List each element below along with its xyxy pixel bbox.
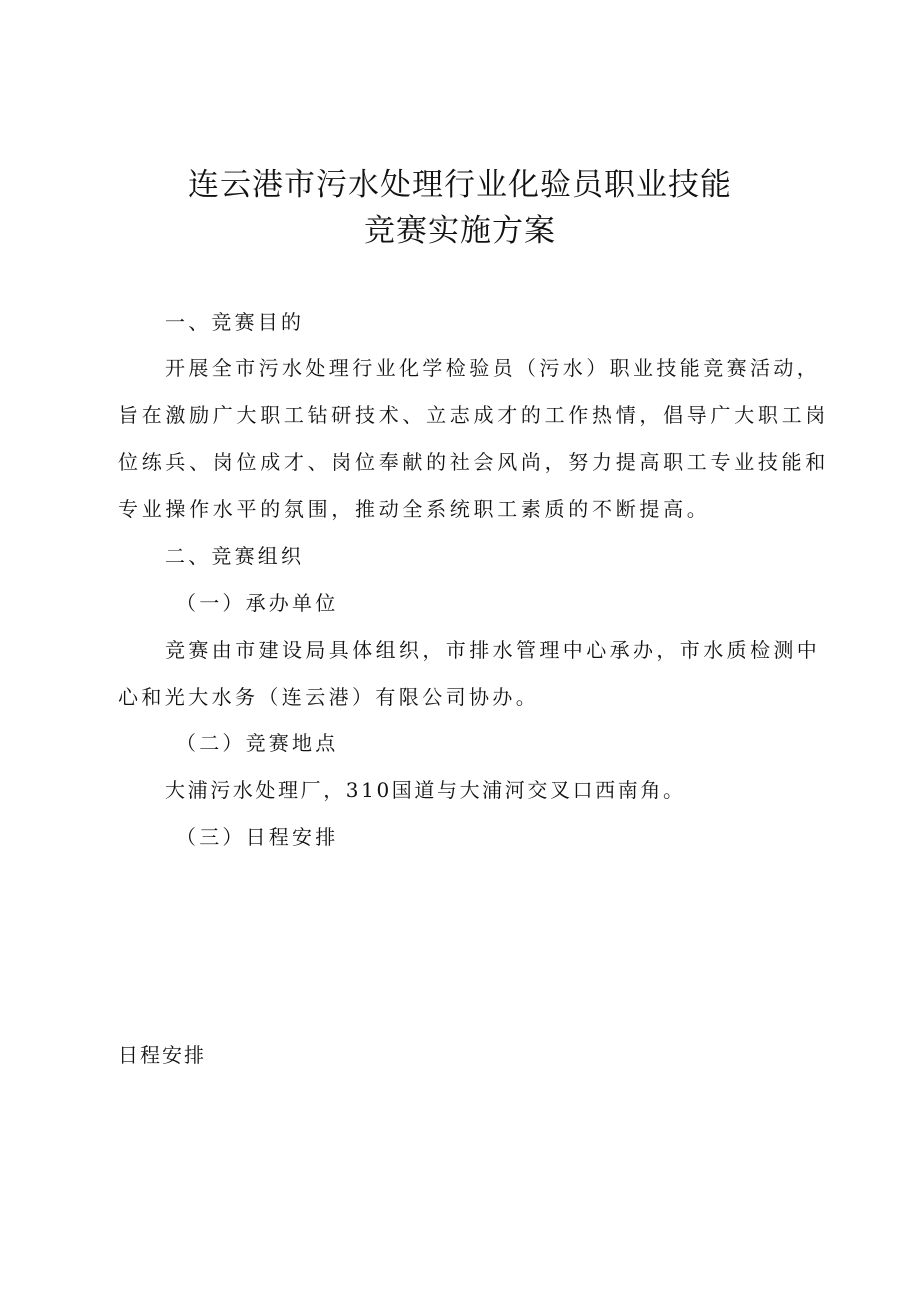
subsection-1-line-2: 心和光大水务（连云港）有限公司协办。 (118, 685, 540, 709)
section-2-heading: 二、竞赛组织 (165, 544, 305, 568)
section-1-line-1: 开展全市污水处理行业化学检验员（污水）职业技能竞赛活动， (165, 356, 821, 380)
footer-label: 日程安排 (118, 1043, 206, 1067)
subsection-3-heading: （三）日程安排 (176, 825, 339, 849)
subsection-2-text: 大浦污水处理厂，310国道与大浦河交叉口西南角。 (165, 778, 686, 802)
subsection-1-heading: （一）承办单位 (176, 591, 339, 615)
section-1-line-3: 位练兵、岗位成才、岗位奉献的社会风尚，努力提高职工专业技能和 (118, 450, 829, 474)
subsection-1-line-1: 竞赛由市建设局具体组织，市排水管理中心承办，市水质检测中 (165, 638, 821, 662)
section-1-line-4: 专业操作水平的氛围，推动全系统职工素质的不断提高。 (118, 497, 711, 521)
document-title-line-2: 竞赛实施方案 (364, 213, 556, 249)
document-title-line-1: 连云港市污水处理行业化验员职业技能 (188, 167, 732, 203)
section-1-line-2: 旨在激励广大职工钻研技术、立志成才的工作热情，倡导广大职工岗 (118, 403, 829, 427)
section-1-heading: 一、竞赛目的 (165, 310, 305, 334)
subsection-2-heading: （二）竞赛地点 (176, 731, 339, 755)
